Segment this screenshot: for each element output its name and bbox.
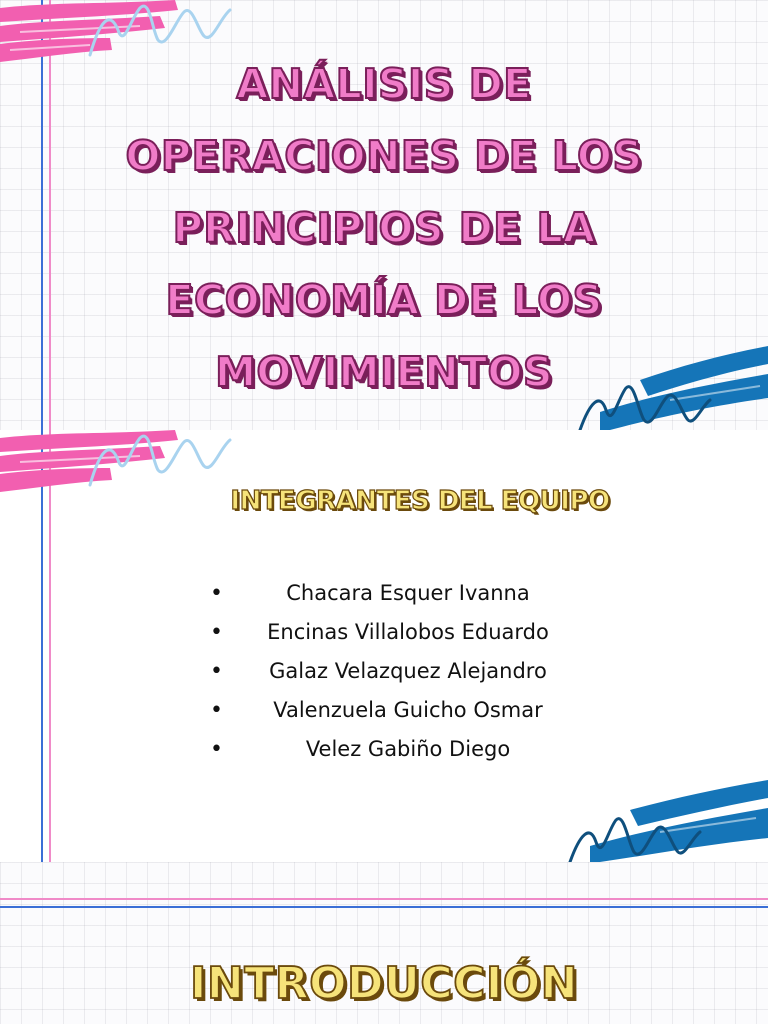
title-line: MOVIMIENTOS bbox=[215, 348, 553, 396]
blue-brush-stroke-icon bbox=[560, 780, 768, 862]
bullet-icon: • bbox=[210, 698, 223, 723]
title-line: ECONOMÍA DE LOS bbox=[165, 276, 603, 324]
swirl-icon bbox=[80, 430, 240, 490]
member-name: Encinas Villalobos Eduardo bbox=[267, 620, 549, 644]
bullet-icon: • bbox=[210, 659, 223, 684]
title-line: ANÁLISIS DE bbox=[236, 60, 532, 108]
bullet-icon: • bbox=[210, 581, 223, 606]
member-name: Velez Gabiño Diego bbox=[305, 737, 511, 761]
list-item bbox=[210, 691, 590, 730]
margin-line-pink bbox=[0, 898, 768, 900]
bullet-icon: • bbox=[210, 620, 223, 645]
slide-title bbox=[0, 0, 768, 430]
title-line: PRINCIPIOS DE LA bbox=[172, 204, 596, 252]
bullet-icon: • bbox=[210, 737, 223, 762]
slide-introduction bbox=[0, 862, 768, 1024]
blue-brush-stroke-icon bbox=[560, 340, 768, 430]
member-name: Galaz Velazquez Alejandro bbox=[269, 659, 547, 683]
slide-team-members bbox=[0, 430, 768, 862]
list-item bbox=[210, 652, 590, 691]
margin-line-blue bbox=[0, 906, 768, 908]
member-name: Valenzuela Guicho Osmar bbox=[273, 698, 543, 722]
team-section-title: INTEGRANTES DEL EQUIPO bbox=[230, 486, 610, 516]
list-item bbox=[210, 574, 590, 613]
introduction-title: INTRODUCCIÓN bbox=[190, 958, 578, 1009]
list-item bbox=[210, 730, 590, 769]
list-item bbox=[210, 613, 590, 652]
team-member-list bbox=[210, 574, 590, 769]
member-name: Chacara Esquer Ivanna bbox=[286, 581, 530, 605]
title-line: OPERACIONES DE LOS bbox=[125, 132, 643, 180]
